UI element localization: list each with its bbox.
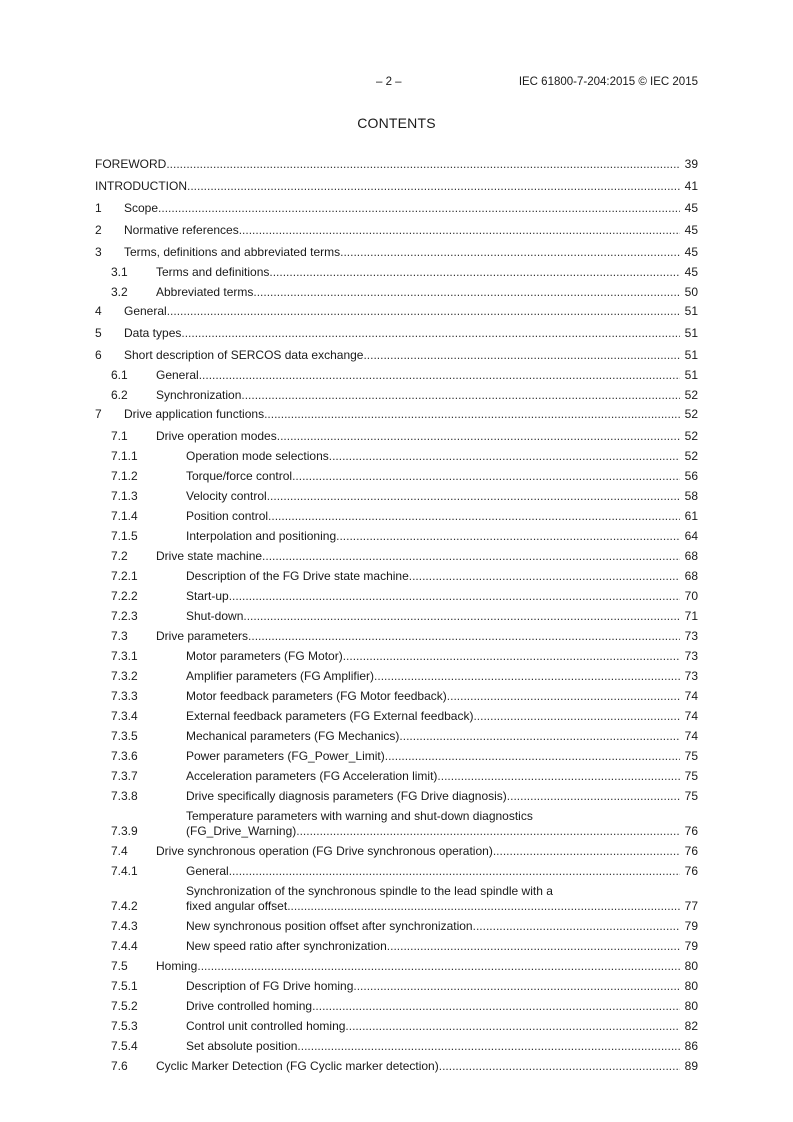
dot-leader	[262, 549, 680, 564]
dot-leader	[343, 649, 680, 664]
toc-entry-title: Shut-down	[186, 609, 244, 623]
dot-leader	[181, 326, 680, 341]
toc-entry[interactable]	[95, 844, 698, 859]
toc-entry-page: 52	[684, 449, 698, 463]
toc-entry-page: 45	[684, 265, 698, 279]
toc-entry-page: 75	[684, 749, 698, 763]
dot-leader	[374, 669, 680, 684]
dot-leader	[292, 469, 680, 484]
toc-entry-title: Operation mode selections	[186, 449, 329, 463]
toc-entry-number: 3	[95, 245, 102, 259]
dot-leader	[166, 157, 680, 172]
toc-entry-page: 70	[684, 589, 698, 603]
toc-entry-title: New speed ratio after synchronization	[186, 939, 387, 953]
toc-entry-page: 50	[684, 285, 698, 299]
toc-entry[interactable]	[95, 864, 698, 879]
toc-entry-number: 7.2	[111, 549, 128, 563]
toc-entry-title: General	[156, 368, 199, 382]
toc-entry-number: 2	[95, 223, 102, 237]
toc-entry-title: New synchronous position offset after synchronization	[186, 919, 473, 933]
toc-entry-number: 3.2	[111, 285, 128, 299]
dot-leader	[167, 304, 680, 319]
toc-entry[interactable]	[95, 649, 698, 664]
toc-entry-number: 7.5.2	[111, 999, 138, 1013]
toc-entry-title: Motor feedback parameters (FG Motor feedback)	[186, 689, 447, 703]
toc-entry[interactable]	[95, 939, 698, 954]
toc-entry-title: Drive operation modes	[156, 429, 277, 443]
toc-entry-page: 68	[684, 549, 698, 563]
dot-leader	[345, 1019, 680, 1034]
toc-entry-title: INTRODUCTION	[95, 179, 187, 193]
toc-entry-page: 56	[684, 469, 698, 483]
toc-entry-page: 75	[684, 789, 698, 803]
toc-entry-number: 7.6	[111, 1059, 128, 1073]
toc-entry-number: 7.2.3	[111, 609, 138, 623]
toc-entry[interactable]	[95, 1019, 698, 1034]
toc-entry-title: Position control	[186, 509, 269, 523]
dot-leader	[336, 529, 680, 544]
toc-entry[interactable]	[95, 609, 698, 624]
dot-leader	[197, 959, 680, 974]
toc-entry[interactable]	[95, 1039, 698, 1054]
toc-entry-number: 7.1.1	[111, 449, 138, 463]
toc-entry[interactable]	[95, 509, 698, 524]
toc-entry[interactable]	[95, 201, 698, 216]
dot-leader	[473, 919, 680, 934]
toc-entry-title: Short description of SERCOS data exchange	[124, 348, 364, 362]
toc-entry-number: 7.3.4	[111, 709, 138, 723]
dot-leader	[264, 407, 680, 422]
dot-leader	[248, 629, 680, 644]
toc-entry-number: 7.4.3	[111, 919, 138, 933]
dot-leader	[267, 489, 680, 504]
toc-entry[interactable]	[95, 689, 698, 704]
page-title: CONTENTS	[357, 115, 436, 131]
toc-entry-title: Drive specifically diagnosis parameters (FG Drive diagnosis)	[186, 789, 507, 803]
toc-entry-page: 61	[684, 509, 698, 523]
dot-leader	[385, 749, 680, 764]
toc-entry-title: Set absolute position	[186, 1039, 298, 1053]
toc-entry-number: 7.5.4	[111, 1039, 138, 1053]
toc-entry[interactable]	[95, 223, 698, 238]
toc-entry-number: 6.2	[111, 388, 128, 402]
toc-entry-page: 79	[684, 939, 698, 953]
toc-entry[interactable]	[95, 709, 698, 724]
dot-leader	[243, 609, 680, 624]
standard-reference: IEC 61800-7-204:2015 © IEC 2015	[518, 76, 698, 88]
dot-leader	[340, 245, 680, 260]
toc-entry-number: 3.1	[111, 265, 128, 279]
toc-entry[interactable]	[95, 388, 698, 403]
toc-entry-title: Normative references	[124, 223, 239, 237]
toc-entry[interactable]	[95, 326, 698, 341]
toc-entry-title: General	[186, 864, 229, 878]
toc-entry[interactable]	[95, 549, 698, 564]
toc-entry-page: 80	[684, 979, 698, 993]
toc-entry-title: Drive parameters	[156, 629, 249, 643]
dot-leader	[387, 939, 680, 954]
dot-leader	[268, 509, 680, 524]
toc-entry-title: Control unit controlled homing	[186, 1019, 346, 1033]
toc-entry[interactable]	[95, 669, 698, 684]
toc-entry-title: Terms and definitions	[156, 265, 270, 279]
dot-leader	[493, 844, 680, 859]
dot-leader	[329, 449, 680, 464]
toc-entry[interactable]	[95, 348, 698, 363]
toc-entry-title: Power parameters (FG_Power_Limit)	[186, 749, 385, 763]
dot-leader	[353, 979, 680, 994]
toc-entry-title: Synchronization of the synchronous spindle to the lead spindle with a	[186, 884, 553, 898]
toc-entry-title: Interpolation and positioning	[186, 529, 337, 543]
toc-entry-page: 52	[684, 407, 698, 421]
dot-leader	[253, 285, 680, 300]
toc-entry-number: 7.3.7	[111, 769, 138, 783]
toc-entry[interactable]	[95, 569, 698, 584]
dot-leader	[399, 729, 680, 744]
toc-entry-page: 75	[684, 769, 698, 783]
toc-entry-title: Drive application functions	[124, 407, 265, 421]
dot-leader	[447, 689, 680, 704]
toc-entry-page: 79	[684, 919, 698, 933]
toc-entry-title: Description of FG Drive homing	[186, 979, 354, 993]
toc-entry[interactable]	[95, 749, 698, 764]
toc-entry-number: 7.3.3	[111, 689, 138, 703]
dot-leader	[229, 589, 680, 604]
toc-entry-title: Drive controlled homing	[186, 999, 313, 1013]
toc-entry-page: 41	[684, 179, 698, 193]
toc-entry[interactable]	[95, 809, 698, 839]
toc-entry-page: 45	[684, 201, 698, 215]
toc-entry-page: 76	[684, 864, 698, 878]
dot-leader	[437, 769, 680, 784]
toc-entry-title: Motor parameters (FG Motor)	[186, 649, 343, 663]
toc-entry-number: 7.4	[111, 844, 128, 858]
dot-leader	[277, 429, 680, 444]
toc-entry[interactable]	[95, 265, 698, 280]
toc-entry-number: 7.2.2	[111, 589, 138, 603]
toc-entry-title: Temperature parameters with warning and shut-down diagnostics	[186, 809, 533, 823]
toc-entry[interactable]	[95, 959, 698, 974]
toc-entry[interactable]	[95, 979, 698, 994]
toc-entry-title: Start-up	[186, 589, 229, 603]
dot-leader	[241, 388, 680, 403]
toc-entry[interactable]	[95, 884, 698, 914]
toc-entry-number: 7.5	[111, 959, 128, 973]
toc-entry-page: 76	[684, 824, 698, 838]
toc-entry-page: 77	[684, 899, 698, 913]
toc-entry-page: 73	[684, 669, 698, 683]
toc-entry-number: 7.3.5	[111, 729, 138, 743]
toc-entry-number: 7.3.6	[111, 749, 138, 763]
toc-entry-title: Mechanical parameters (FG Mechanics)	[186, 729, 400, 743]
dot-leader	[187, 179, 680, 194]
table-of-contents	[95, 157, 698, 1074]
toc-entry[interactable]	[95, 919, 698, 934]
toc-entry[interactable]	[95, 368, 698, 383]
dot-leader	[507, 789, 680, 804]
toc-entry-number: 7.1.3	[111, 489, 138, 503]
toc-entry-number: 7.2.1	[111, 569, 138, 583]
toc-entry-page: 86	[684, 1039, 698, 1053]
toc-entry[interactable]	[95, 407, 698, 422]
toc-entry[interactable]	[95, 304, 698, 319]
toc-entry-page: 80	[684, 959, 698, 973]
toc-entry-number: 7.3.1	[111, 649, 138, 663]
toc-entry-title: Description of the FG Drive state machine	[186, 569, 409, 583]
dot-leader	[409, 569, 680, 584]
toc-entry-page: 82	[684, 1019, 698, 1033]
toc-entry[interactable]	[95, 489, 698, 504]
toc-entry-title: Abbreviated terms	[156, 285, 254, 299]
page-header	[0, 76, 793, 92]
toc-entry[interactable]	[95, 629, 698, 644]
toc-entry-number: 7.5.3	[111, 1019, 138, 1033]
dot-leader	[363, 348, 680, 363]
toc-entry-number: 1	[95, 201, 102, 215]
toc-entry-page: 52	[684, 388, 698, 402]
toc-entry[interactable]	[95, 429, 698, 444]
toc-entry-page: 74	[684, 709, 698, 723]
toc-entry-page: 80	[684, 999, 698, 1013]
toc-entry-number: 6.1	[111, 368, 128, 382]
dot-leader	[473, 709, 680, 724]
toc-entry-title-continued: (FG_Drive_Warning)	[186, 824, 297, 838]
toc-entry[interactable]	[95, 179, 698, 194]
toc-entry-number: 7.5.1	[111, 979, 138, 993]
toc-entry-title: Synchronization	[156, 388, 242, 402]
toc-entry-number: 4	[95, 304, 102, 318]
toc-entry-title-continued: fixed angular offset	[186, 899, 288, 913]
toc-entry-page: 74	[684, 689, 698, 703]
toc-entry-number: 7.4.1	[111, 864, 138, 878]
toc-entry[interactable]	[95, 589, 698, 604]
toc-entry-number: 7.4.4	[111, 939, 138, 953]
dot-leader	[229, 864, 680, 879]
toc-entry-page: 51	[684, 368, 698, 382]
dot-leader	[312, 999, 680, 1014]
toc-entry[interactable]	[95, 245, 698, 260]
toc-entry-page: 52	[684, 429, 698, 443]
toc-entry-number: 7.3	[111, 629, 128, 643]
toc-entry-number: 7	[95, 407, 102, 421]
toc-entry-page: 51	[684, 326, 698, 340]
toc-entry-title: Amplifier parameters (FG Amplifier)	[186, 669, 375, 683]
dot-leader	[439, 1059, 680, 1074]
toc-entry-page: 73	[684, 629, 698, 643]
toc-entry[interactable]	[95, 729, 698, 744]
toc-entry-page: 74	[684, 729, 698, 743]
toc-entry-title: FOREWORD	[95, 157, 167, 171]
toc-entry-title: External feedback parameters (FG External feedback)	[186, 709, 474, 723]
toc-entry-title: Terms, definitions and abbreviated terms	[124, 245, 341, 259]
toc-entry-page: 51	[684, 304, 698, 318]
toc-entry-page: 39	[684, 157, 698, 171]
toc-entry-page: 51	[684, 348, 698, 362]
toc-entry[interactable]	[95, 789, 698, 804]
dot-leader	[158, 201, 680, 216]
toc-entry[interactable]	[95, 1059, 698, 1074]
toc-entry-title: Drive state machine	[156, 549, 263, 563]
toc-entry-number: 7.1.2	[111, 469, 138, 483]
toc-entry-page: 71	[684, 609, 698, 623]
toc-entry-title: Velocity control	[186, 489, 267, 503]
toc-entry-page: 45	[684, 245, 698, 259]
dot-leader	[296, 824, 680, 839]
dot-leader	[297, 1039, 680, 1054]
toc-entry-number: 7.1.5	[111, 529, 138, 543]
toc-entry[interactable]	[95, 529, 698, 544]
toc-entry-title: Drive synchronous operation (FG Drive synchronous operation)	[156, 844, 493, 858]
toc-entry-number: 7.3.8	[111, 789, 138, 803]
page-number: – 2 –	[376, 76, 402, 88]
toc-entry-page: 73	[684, 649, 698, 663]
toc-entry-number: 7.1.4	[111, 509, 138, 523]
dot-leader	[269, 265, 680, 280]
toc-entry[interactable]	[95, 769, 698, 784]
toc-entry-title: Homing	[156, 959, 198, 973]
toc-entry-page: 76	[684, 844, 698, 858]
toc-entry[interactable]	[95, 469, 698, 484]
toc-entry-number: 7.3.2	[111, 669, 138, 683]
toc-entry[interactable]	[95, 157, 698, 172]
toc-entry-page: 89	[684, 1059, 698, 1073]
toc-entry-title: Data types	[124, 326, 182, 340]
dot-leader	[199, 368, 680, 383]
toc-entry-title: General	[124, 304, 167, 318]
toc-entry-title: Acceleration parameters (FG Acceleration limit)	[186, 769, 438, 783]
toc-entry-page: 45	[684, 223, 698, 237]
toc-entry[interactable]	[95, 999, 698, 1014]
toc-entry-title: Cyclic Marker Detection (FG Cyclic marker detection)	[156, 1059, 439, 1073]
toc-entry-title: Scope	[124, 201, 159, 215]
toc-entry-number: 7.3.9	[111, 824, 138, 838]
toc-entry-number: 5	[95, 326, 102, 340]
dot-leader	[239, 223, 680, 238]
toc-entry-title: Torque/force control	[186, 469, 293, 483]
toc-entry-page: 64	[684, 529, 698, 543]
toc-entry-page: 58	[684, 489, 698, 503]
toc-entry[interactable]	[95, 285, 698, 300]
toc-entry[interactable]	[95, 449, 698, 464]
toc-entry-number: 6	[95, 348, 102, 362]
toc-entry-number: 7.4.2	[111, 899, 138, 913]
toc-entry-number: 7.1	[111, 429, 128, 443]
toc-entry-page: 68	[684, 569, 698, 583]
dot-leader	[287, 899, 680, 914]
